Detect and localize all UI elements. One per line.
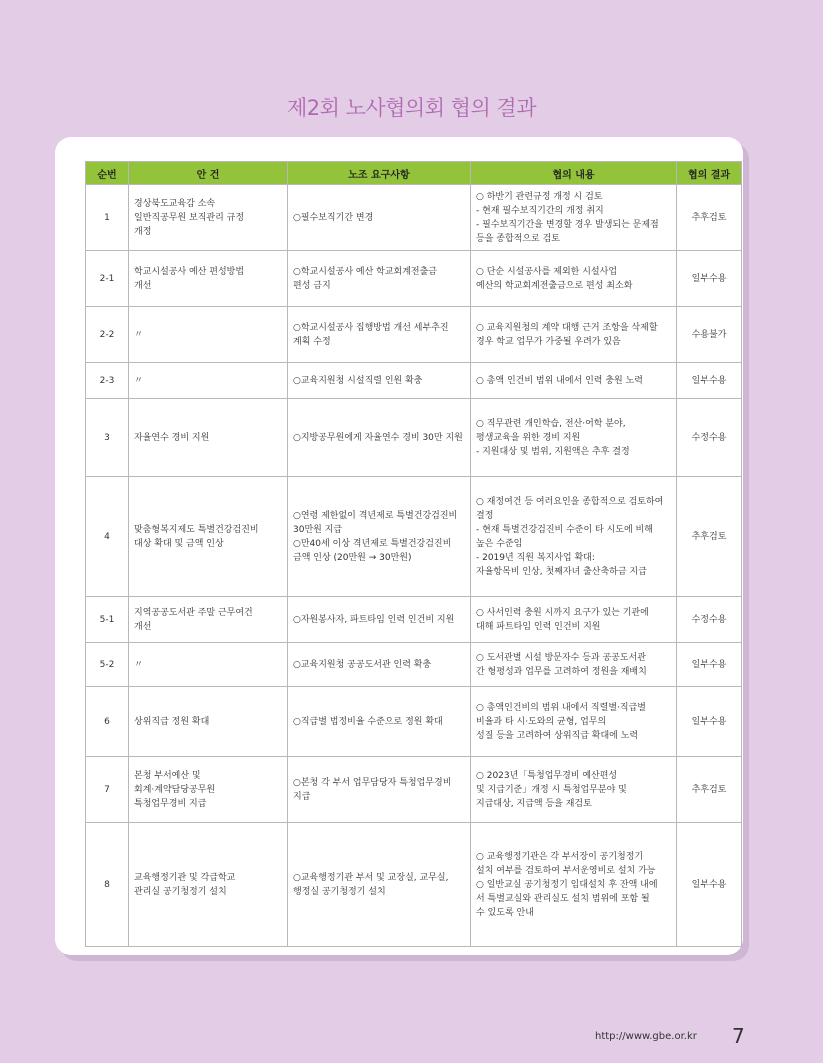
negotiation-content: [471, 823, 677, 947]
negotiation-content-line: ○ 교육행정기관은 각 부서장이 공기청정기: [476, 851, 644, 862]
negotiation-result: 일부수용: [677, 823, 742, 947]
agenda-item: [129, 399, 288, 477]
negotiation-content-line: 서 특별교실와 관리실도 설치 범위에 포함 될: [476, 893, 650, 904]
negotiation-content: [471, 251, 677, 307]
header-union-demand: 노조 요구사항: [288, 162, 471, 185]
union-demand: [288, 823, 471, 947]
union-demand-line: ○연령 제한없이 격년제로 특별건강검진비: [293, 510, 458, 521]
header-negotiation-content: 협의 내용: [471, 162, 677, 185]
header-agenda: 안 건: [129, 162, 288, 185]
negotiation-content-line: - 필수보직기간을 변경할 경우 발생되는 문제점: [476, 219, 659, 230]
negotiation-results-table: [85, 161, 742, 947]
union-demand: [288, 399, 471, 477]
union-demand-line: ○지방공무원에게 자율연수 경비 30만 지원: [293, 432, 463, 443]
union-demand-line: 금액 인상 (20만원 → 30만원): [293, 552, 412, 563]
negotiation-result: 수용불가: [677, 307, 742, 363]
union-demand-line: ○만40세 이상 격년제로 특별건강검진비: [293, 538, 452, 549]
table-row: [86, 185, 742, 251]
negotiation-content-line: ○ 단순 시설공사를 제외한 시설사업: [476, 266, 618, 277]
negotiation-content-line: ○ 교육지원청의 계약 대행 근거 조항을 삭제할: [476, 322, 658, 333]
union-demand-line: ○학교시설공사 집행방법 개선 세부추진: [293, 322, 449, 333]
union-demand-line: 편성 금지: [293, 280, 331, 291]
union-demand-line: ○교육행정기관 부서 및 교장실, 교무실,: [293, 872, 449, 883]
agenda-item-line: 경상북도교육감 소속: [134, 198, 216, 209]
agenda-item: [129, 823, 288, 947]
negotiation-content-line: - 현재 필수보직기간의 개정 취지: [476, 205, 604, 216]
agenda-item-line: 개정: [134, 226, 152, 237]
footer-url: http://www.gbe.or.kr: [595, 1031, 697, 1042]
negotiation-content-line: 비율과 타 시·도와의 균형, 업무의: [476, 716, 607, 727]
agenda-item-line: 〃: [134, 375, 144, 386]
union-demand-line: ○교육지원청 시설직렬 인원 확충: [293, 375, 423, 386]
agenda-item: [129, 757, 288, 823]
negotiation-result: 일부수용: [677, 363, 742, 399]
table-row: [86, 757, 742, 823]
union-demand-line: ○교육지원청 공공도서관 인력 확충: [293, 659, 432, 670]
agenda-item-line: 회계·계약담당공무원: [134, 784, 216, 795]
union-demand: [288, 597, 471, 643]
agenda-item-line: 특청업무경비 지급: [134, 798, 207, 809]
union-demand: [288, 757, 471, 823]
table-row: [86, 399, 742, 477]
row-number: 7: [86, 757, 129, 823]
negotiation-content-line: 간 형평성과 업무를 고려하여 정원을 재배치: [476, 666, 647, 677]
negotiation-content-line: ○ 총액인건비의 범위 내에서 직렬별·직급별: [476, 702, 646, 713]
row-number: 4: [86, 477, 129, 597]
negotiation-result: 일부수용: [677, 643, 742, 687]
union-demand: [288, 687, 471, 757]
agenda-item: [129, 251, 288, 307]
agenda-item-line: 상위직급 정원 확대: [134, 716, 210, 727]
agenda-item-line: 맞춤형복지제도 특별건강검진비: [134, 524, 259, 535]
header-negotiation-result: 협의 결과: [677, 162, 742, 185]
negotiation-content-line: 수 있도록 안내: [476, 907, 534, 918]
union-demand: [288, 307, 471, 363]
agenda-item-line: 학교시설공사 예산 편성방법: [134, 266, 245, 277]
page-number: 7: [732, 1024, 745, 1048]
negotiation-result: 추후검토: [677, 477, 742, 597]
union-demand-line: ○직급별 법정비율 수준으로 정원 확대: [293, 716, 443, 727]
table-row: [86, 597, 742, 643]
page-title: 제2회 노사협의회 협의 결과: [286, 96, 537, 120]
negotiation-content-line: ○ 하반기 관련규정 개정 시 검토: [476, 191, 603, 202]
union-demand-line: 지급: [293, 791, 311, 802]
negotiation-content-line: 및 지급기준」개정 시 특청업무분야 및: [476, 784, 627, 795]
negotiation-content: [471, 185, 677, 251]
negotiation-result: 추후검토: [677, 185, 742, 251]
agenda-item: [129, 363, 288, 399]
agenda-item: [129, 307, 288, 363]
union-demand: [288, 643, 471, 687]
union-demand-line: ○자원봉사자, 파트타임 인력 인건비 지원: [293, 614, 455, 625]
negotiation-content-line: ○ 총액 인건비 범위 내에서 인력 충원 노력: [476, 375, 643, 386]
union-demand-line: ○학교시설공사 예산 학교회계전출금: [293, 266, 437, 277]
agenda-item: [129, 597, 288, 643]
row-number: 2-3: [86, 363, 129, 399]
row-number: 2-2: [86, 307, 129, 363]
union-demand: [288, 363, 471, 399]
agenda-item-line: 지역공공도서관 주말 근무여건: [134, 607, 253, 618]
row-number: 2-1: [86, 251, 129, 307]
agenda-item-line: 대상 확대 및 금액 인상: [134, 538, 224, 549]
negotiation-content-line: 평생교육을 위한 경비 지원: [476, 432, 581, 443]
row-number: 8: [86, 823, 129, 947]
agenda-item: [129, 477, 288, 597]
table-row: [86, 687, 742, 757]
agenda-item-line: 개선: [134, 621, 152, 632]
negotiation-content-line: 높은 수준임: [476, 538, 523, 549]
negotiation-content: [471, 687, 677, 757]
negotiation-content-line: 등을 종합적으로 검토: [476, 233, 560, 244]
negotiation-content-line: ○ 재정여건 등 여러요인을 종합적으로 검토하여: [476, 496, 664, 507]
negotiation-content-line: 지급대상, 지급액 등을 재검토: [476, 798, 592, 809]
content-card: [55, 137, 743, 955]
agenda-item-line: 〃: [134, 329, 144, 340]
union-demand: [288, 251, 471, 307]
table-row: [86, 643, 742, 687]
table-row: [86, 823, 742, 947]
negotiation-content-line: 결정: [476, 510, 494, 521]
union-demand-line: ○본청 각 부서 업무담당자 특청업무경비: [293, 777, 452, 788]
union-demand: [288, 477, 471, 597]
agenda-item: [129, 185, 288, 251]
negotiation-result: 수정수용: [677, 399, 742, 477]
negotiation-content-line: ○ 도서관별 시설 방문자수 등과 공공도서관: [476, 652, 646, 663]
negotiation-content: [471, 477, 677, 597]
table-row: [86, 307, 742, 363]
row-number: 1: [86, 185, 129, 251]
row-number: 5-2: [86, 643, 129, 687]
agenda-item-line: 개선: [134, 280, 152, 291]
table-row: [86, 251, 742, 307]
negotiation-content-line: ○ 일반교실 공기청정기 임대설치 후 잔액 내에: [476, 879, 658, 890]
agenda-item-line: 자율연수 경비 지원: [134, 432, 210, 443]
agenda-item-line: 일반직공무원 보직관리 규정: [134, 212, 245, 223]
negotiation-content-line: 성질 등을 고려하여 상위직급 확대에 노력: [476, 730, 639, 741]
header-number: 순번: [86, 162, 129, 185]
negotiation-content: [471, 307, 677, 363]
negotiation-content-line: ○ 직무관련 개인학습, 전산·어학 분야,: [476, 418, 626, 429]
agenda-item-line: 〃: [134, 659, 144, 670]
negotiation-content-line: 경우 학교 업무가 가중될 우려가 있음: [476, 336, 621, 347]
negotiation-content: [471, 643, 677, 687]
table-row: [86, 477, 742, 597]
negotiation-content: [471, 597, 677, 643]
union-demand-line: 30만원 지급: [293, 524, 343, 535]
table-header-row: [86, 162, 742, 185]
negotiation-result: 일부수용: [677, 687, 742, 757]
negotiation-content: [471, 399, 677, 477]
negotiation-result: 추후검토: [677, 757, 742, 823]
negotiation-content-line: 예산의 학교회계전출금으로 편성 최소화: [476, 280, 633, 291]
union-demand: [288, 185, 471, 251]
negotiation-content: [471, 757, 677, 823]
row-number: 6: [86, 687, 129, 757]
negotiation-result: 수정수용: [677, 597, 742, 643]
negotiation-content-line: - 지원대상 및 범위, 지원액은 추후 결정: [476, 446, 630, 457]
agenda-item-line: 관리실 공기청정기 설치: [134, 886, 227, 897]
union-demand-line: 계획 수정: [293, 336, 331, 347]
negotiation-content-line: - 현재 특별건강검진비 수준이 타 시도에 비해: [476, 524, 653, 535]
negotiation-content: [471, 363, 677, 399]
negotiation-content-line: 자율항목비 인상, 첫째자녀 출산축하금 지급: [476, 566, 647, 577]
agenda-item: [129, 687, 288, 757]
row-number: 3: [86, 399, 129, 477]
union-demand-line: 행정실 공기청정기 설치: [293, 886, 386, 897]
agenda-item-line: 본청 부서예산 및: [134, 770, 201, 781]
negotiation-result: 일부수용: [677, 251, 742, 307]
union-demand-line: ○필수보직기간 변경: [293, 212, 374, 223]
negotiation-content-line: - 2019년 직원 복지사업 확대:: [476, 552, 595, 563]
negotiation-content-line: 설치 여부를 검토하여 부서운영비로 설치 가능: [476, 865, 656, 876]
table-row: [86, 363, 742, 399]
negotiation-content-line: 대해 파트타임 인력 인건비 지원: [476, 621, 601, 632]
row-number: 5-1: [86, 597, 129, 643]
agenda-item-line: 교육행정기관 및 각급학교: [134, 872, 236, 883]
agenda-item: [129, 643, 288, 687]
negotiation-content-line: ○ 사서인력 충원 시까지 요구가 있는 기관에: [476, 607, 649, 618]
negotiation-content-line: ○ 2023년「특청업무경비 예산편성: [476, 770, 618, 781]
